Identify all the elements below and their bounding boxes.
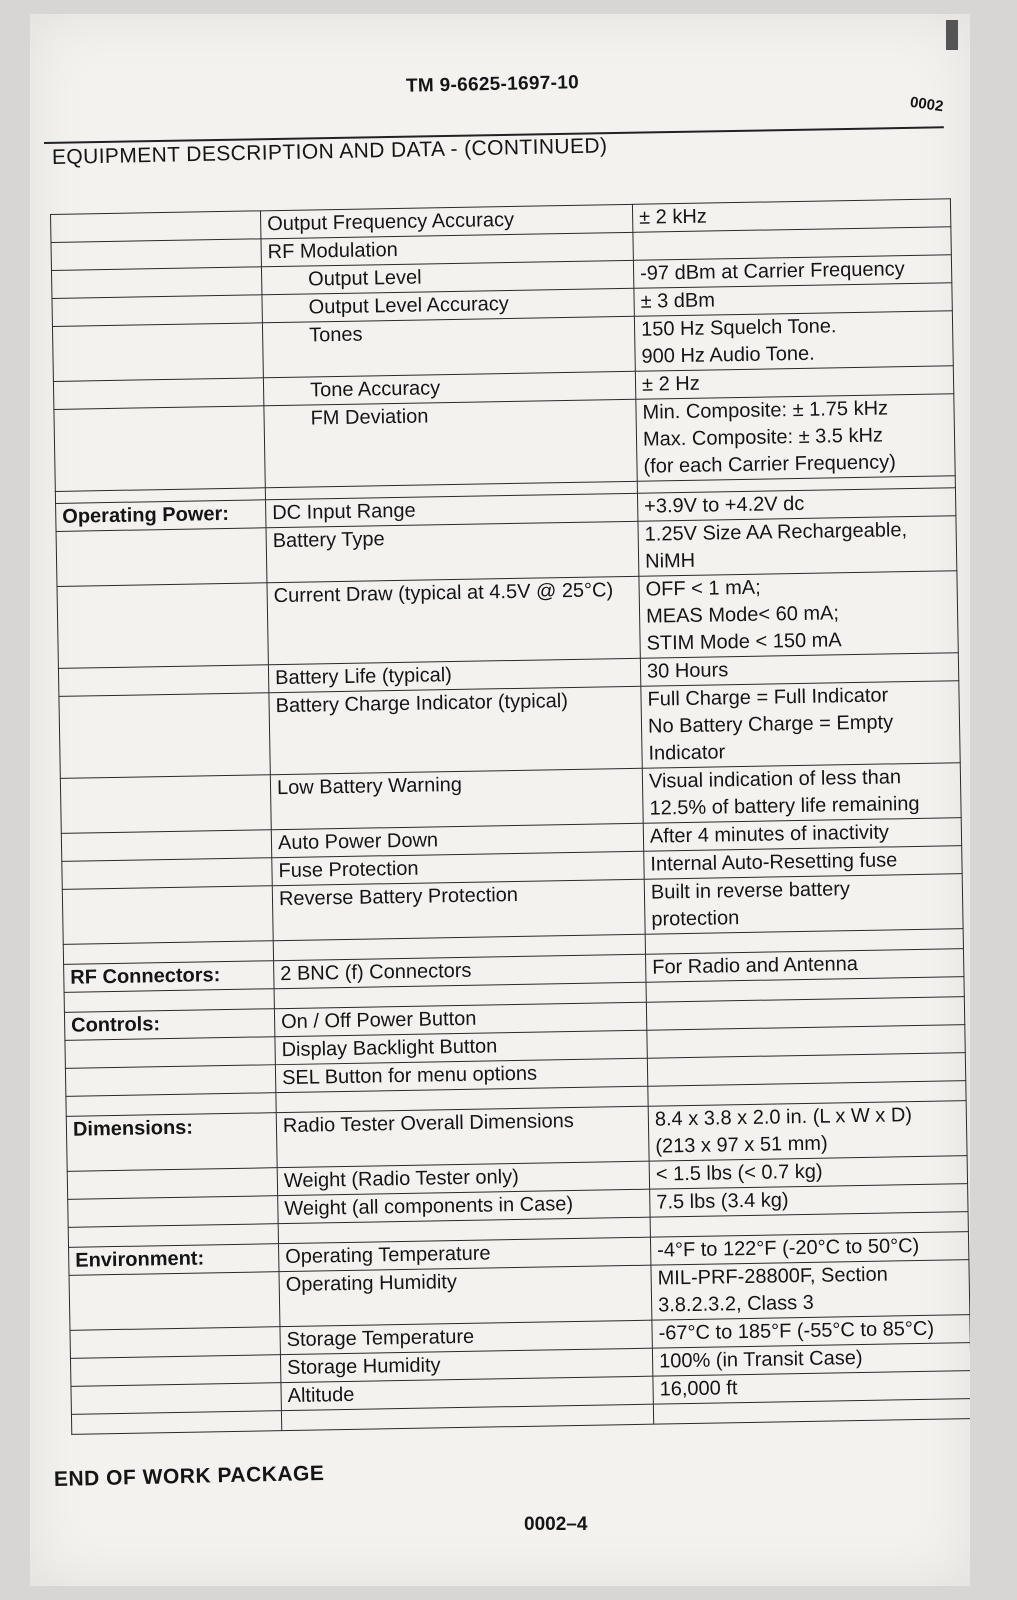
parameter-cell: On / Off Power Button	[274, 1002, 646, 1036]
value-cell: Built in reverse battery protection	[644, 874, 963, 935]
category-cell: Environment:	[69, 1244, 279, 1276]
value-cell: ± 3 dBm	[634, 283, 952, 317]
category-cell	[53, 378, 263, 410]
parameter-cell: Altitude	[281, 1376, 653, 1410]
parameter-cell: Operating Humidity	[279, 1265, 652, 1326]
value-cell: 100% (in Transit Case)	[652, 1343, 970, 1377]
value-cell: -67°C to 185°F (-55°C to 85°C)	[652, 1315, 970, 1349]
category-cell	[70, 1327, 280, 1359]
parameter-cell: Current Draw (typical at 4.5V @ 25°C)	[267, 576, 640, 664]
category-cell	[61, 830, 271, 862]
end-of-work-package: END OF WORK PACKAGE	[53, 1461, 325, 1491]
parameter-cell: Battery Charge Indicator (typical)	[269, 686, 642, 774]
category-cell	[65, 1037, 275, 1069]
category-cell	[62, 886, 273, 945]
table-row	[57, 571, 958, 669]
category-cell	[71, 1411, 281, 1435]
document-number: TM 9-6625-1697-10	[405, 72, 580, 97]
value-cell: After 4 minutes of inactivity	[643, 818, 961, 852]
parameter-cell: Fuse Protection	[272, 851, 644, 885]
value-cell: < 1.5 lbs (< 0.7 kg)	[649, 1156, 967, 1190]
value-cell: 30 Hours	[640, 653, 958, 687]
category-cell	[65, 1065, 275, 1097]
category-cell	[51, 211, 261, 243]
category-cell	[69, 1272, 280, 1331]
parameter-cell: 2 BNC (f) Connectors	[274, 954, 646, 988]
parameter-cell: Reverse Battery Protection	[272, 879, 645, 940]
category-cell	[52, 323, 263, 382]
value-cell: -4°F to 122°F (-20°C to 50°C)	[650, 1232, 968, 1266]
specifications-table	[50, 198, 970, 1435]
value-cell: 8.4 x 3.8 x 2.0 in. (L x W x D) (213 x 97 x 51 mm)	[648, 1101, 967, 1162]
category-cell: RF Connectors:	[64, 961, 274, 993]
parameter-cell: Display Backlight Button	[275, 1030, 647, 1064]
value-cell: ± 2 Hz	[635, 366, 953, 400]
value-cell: 16,000 ft	[653, 1371, 970, 1405]
value-cell: ± 2 kHz	[632, 199, 950, 233]
value-cell: OFF < 1 mA; MEAS Mode< 60 mA; STIM Mode < 150 mA	[639, 571, 958, 659]
parameter-cell: Tones	[262, 316, 635, 377]
value-cell: 150 Hz Squelch Tone. 900 Hz Audio Tone.	[634, 311, 953, 372]
category-cell: Controls:	[64, 1009, 274, 1041]
work-package-number: 0002	[908, 93, 945, 116]
value-cell: -97 dBm at Carrier Frequency	[633, 255, 951, 289]
parameter-cell: Weight (all components in Case)	[278, 1189, 650, 1223]
parameter-cell: Storage Humidity	[280, 1348, 652, 1382]
parameter-cell: Output Frequency Accuracy	[260, 204, 632, 238]
parameter-cell: DC Input Range	[266, 493, 638, 527]
category-cell	[67, 1168, 277, 1200]
value-cell: +3.9V to +4.2V dc	[637, 488, 955, 522]
category-cell	[59, 693, 270, 779]
category-cell	[58, 665, 268, 697]
category-cell	[52, 295, 262, 327]
value-cell: 1.25V Size AA Rechargeable, NiMH	[638, 516, 957, 577]
parameter-cell: Operating Temperature	[279, 1237, 651, 1271]
category-cell: Dimensions:	[66, 1113, 277, 1172]
category-cell	[60, 775, 271, 834]
section-title: EQUIPMENT DESCRIPTION AND DATA - (CONTINUED)	[51, 134, 608, 169]
category-cell: Operating Power:	[56, 500, 266, 532]
category-cell	[70, 1355, 280, 1387]
parameter-cell: RF Modulation	[261, 232, 633, 266]
category-cell	[51, 239, 261, 271]
parameter-cell: Auto Power Down	[271, 823, 643, 857]
parameter-cell: Output Level Accuracy	[262, 288, 634, 322]
category-cell	[71, 1383, 281, 1415]
value-cell: For Radio and Antenna	[646, 949, 964, 983]
parameter-cell: SEL Button for menu options	[275, 1058, 647, 1092]
parameter-cell: Weight (Radio Tester only)	[277, 1161, 649, 1195]
value-cell: Full Charge = Full Indicator No Battery Charge = Empty Indicator	[641, 681, 960, 769]
category-cell	[54, 406, 265, 492]
binding-mark	[946, 20, 958, 50]
parameter-cell: FM Deviation	[264, 399, 637, 487]
category-cell	[57, 583, 268, 669]
category-cell	[62, 858, 272, 890]
parameter-cell: Output Level	[261, 260, 633, 294]
value-cell: 7.5 lbs (3.4 kg)	[650, 1184, 968, 1218]
category-cell	[51, 267, 261, 299]
table-row	[59, 681, 960, 779]
category-cell	[68, 1196, 278, 1228]
parameter-cell: Battery Type	[266, 521, 639, 582]
document-page	[30, 14, 970, 1586]
parameter-cell: Battery Life (typical)	[268, 658, 640, 692]
value-cell: MIL-PRF-28800F, Section 3.8.2.3.2, Class 3	[651, 1260, 970, 1321]
parameter-cell: Low Battery Warning	[270, 768, 643, 829]
parameter-cell: Radio Tester Overall Dimensions	[276, 1106, 649, 1167]
page-number: 0002–4	[524, 1514, 588, 1535]
table-row	[54, 394, 955, 492]
value-cell: Internal Auto-Resetting fuse	[644, 846, 962, 880]
parameter-cell: Storage Temperature	[280, 1320, 652, 1354]
value-cell: Visual indication of less than 12.5% of battery life remaining	[642, 763, 961, 824]
parameter-cell: Tone Accuracy	[263, 371, 635, 405]
category-cell	[56, 528, 267, 587]
value-cell: Min. Composite: ± 1.75 kHz Max. Composite: ± 3.5 kHz (for each Carrier Frequency)	[636, 394, 955, 482]
